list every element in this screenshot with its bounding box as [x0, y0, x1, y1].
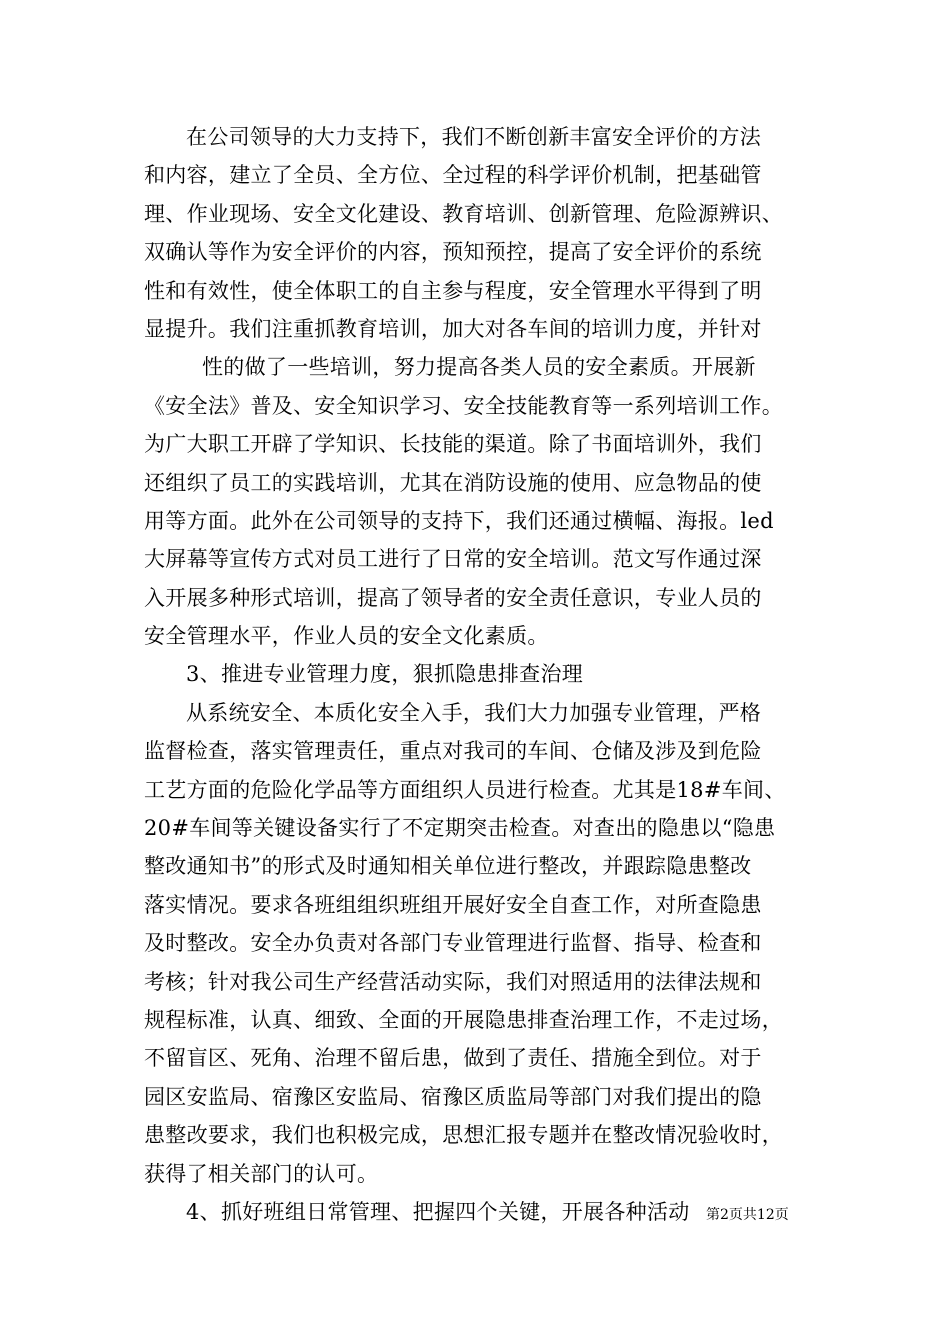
text-line: 不留盲区、死角、治理不留后患，做到了责任、措施全到位。对于: [144, 1046, 762, 1071]
text-line: 性和有效性，使全体职工的自主参与程度，安全管理水平得到了明: [144, 278, 762, 303]
text-line: 在公司领导的大力支持下，我们不断创新丰富安全评价的方法: [186, 125, 762, 149]
text-line: 入开展多种形式培训，提高了领导者的安全责任意识，专业人员的: [144, 585, 762, 610]
text-line: 规程标准，认真、细致、全面的开展隐患排查治理工作，不走过场，: [144, 1007, 783, 1032]
document-body: [144, 118, 824, 1231]
text-line: 20#车间等关键设备实行了不定期突击检查。对查出的隐患以“隐患: [144, 816, 776, 841]
text-line: 和内容，建立了全员、全方位、全过程的科学评价机制，把基础管: [144, 163, 762, 188]
text-line: 及时整改。安全办负责对各部门专业管理进行监督、指导、检查和: [144, 931, 762, 956]
section-heading: 3、推进专业管理力度，狠抓隐患排查治理: [186, 662, 584, 687]
text-line: 工艺方面的危险化学品等方面组织人员进行检查。尤其是18#车间、: [144, 777, 786, 802]
text-line: 用等方面。此外在公司领导的支持下，我们还通过横幅、海报。led: [144, 508, 774, 533]
text-line: 还组织了员工的实践培训，尤其在消防设施的使用、应急物品的使: [144, 470, 762, 495]
text-line: 园区安监局、宿豫区安监局、宿豫区质监局等部门对我们提出的隐: [144, 1084, 762, 1109]
text-line: 监督检查，落实管理责任，重点对我司的车间、仓储及涉及到危险: [144, 739, 762, 764]
text-line: 理、作业现场、安全文化建设、教育培训、创新管理、危险源辨识、: [144, 201, 783, 226]
text-line: 双确认等作为安全评价的内容，预知预控，提高了安全评价的系统: [144, 240, 762, 265]
text-line: 整改通知书”的形式及时通知相关单位进行整改，并跟踪隐患整改: [144, 854, 752, 879]
text-line: 获得了相关部门的认可。: [144, 1161, 379, 1186]
section-heading: 4、抓好班组日常管理、把握四个关键，开展各种活动: [186, 1199, 690, 1224]
text-line: 从系统安全、本质化安全入手，我们大力加强专业管理，严格: [186, 700, 762, 725]
text-line: 大屏幕等宣传方式对员工进行了日常的安全培训。范文写作通过深: [144, 547, 762, 572]
text-line: 《安全法》普及、安全知识学习、安全技能教育等一系列培训工作。: [144, 393, 783, 418]
text-line: 为广大职工开辟了学知识、长技能的渠道。除了书面培训外，我们: [144, 432, 762, 457]
text-line: 患整改要求，我们也积极完成，思想汇报专题并在整改情况验收时，: [144, 1123, 783, 1148]
text-line: 安全管理水平，作业人员的安全文化素质。: [144, 624, 549, 649]
page-number: 第2页共12页: [706, 1207, 789, 1223]
text-line: 考核；针对我公司生产经营活动实际，我们对照适用的法律法规和: [144, 969, 762, 994]
text-line: 性的做了一些培训，努力提高各类人员的安全素质。开展新: [202, 355, 756, 380]
text-line: 显提升。我们注重抓教育培训，加大对各车间的培训力度，并针对: [144, 316, 762, 341]
text-line: 落实情况。要求各班组组织班组开展好安全自查工作，对所查隐患: [144, 892, 762, 917]
